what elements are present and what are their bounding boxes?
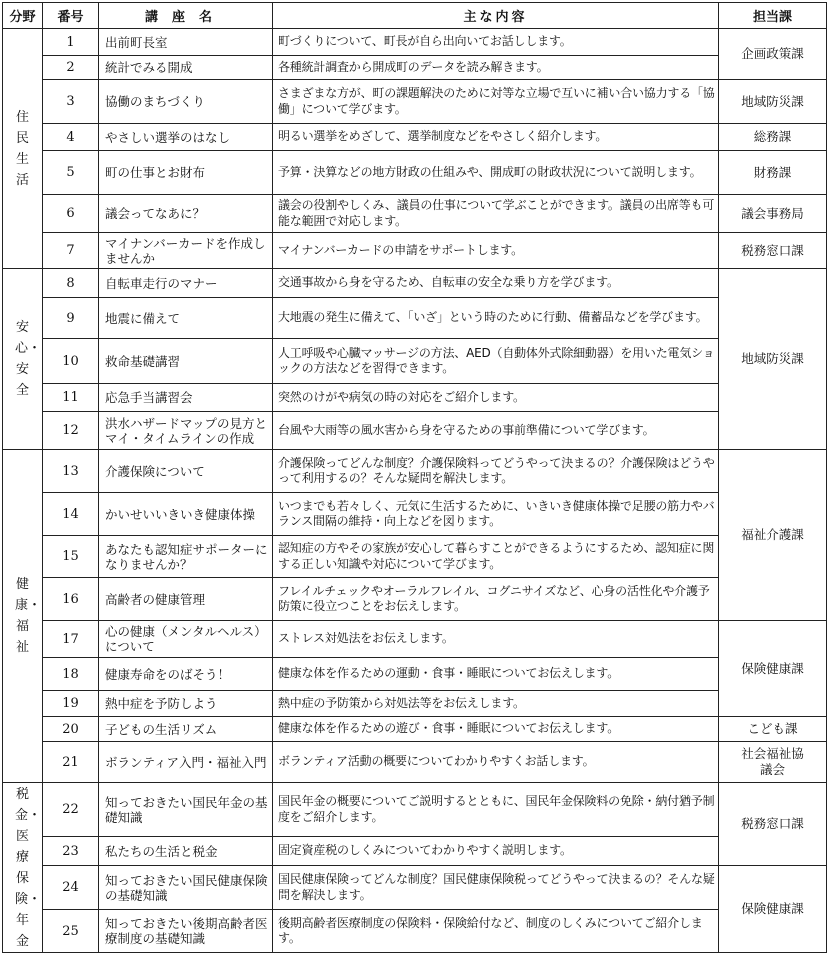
course-content: 予算・決算などの地方財政の仕組みや、開成町の財政状況について説明します。 [273, 151, 719, 195]
course-title: 出前町長室 [99, 29, 273, 56]
row-number: 22 [43, 783, 99, 837]
course-title: 私たちの生活と税金 [99, 837, 273, 866]
row-number: 13 [43, 450, 99, 493]
course-title: 洪水ハザードマップの見方とマイ・タイムラインの作成 [99, 412, 273, 450]
course-content: いつまでも若々しく、元気に生活するために、いきいき健康体操で足腰の筋力やバランス間隔の維持・向上などを図ります。 [273, 493, 719, 536]
course-content: 健康な体を作るための遊び・食事・睡眠についてお伝えします。 [273, 717, 719, 742]
table-row [3, 783, 827, 837]
header-department: 担当課 [719, 3, 827, 29]
table-row [3, 384, 827, 412]
table-row [3, 195, 827, 233]
course-title: ボランティア入門・福祉入門 [99, 742, 273, 783]
department-cell: 財務課 [719, 151, 827, 195]
course-content: 町づくりについて、町長が自ら出向いてお話しします。 [273, 29, 719, 56]
row-number: 14 [43, 493, 99, 536]
table-row [3, 691, 827, 717]
row-number: 10 [43, 339, 99, 384]
row-number: 1 [43, 29, 99, 56]
row-number: 3 [43, 80, 99, 124]
table-row [3, 233, 827, 269]
course-content: 熱中症の予防策から対処法等をお伝えします。 [273, 691, 719, 717]
course-title: やさしい選挙のはなし [99, 124, 273, 151]
row-number: 16 [43, 578, 99, 621]
row-number: 24 [43, 866, 99, 910]
course-title: 子どもの生活リズム [99, 717, 273, 742]
category-label: 住民生活 [15, 109, 29, 188]
row-number: 2 [43, 56, 99, 80]
table-row [3, 298, 827, 339]
course-title: 地震に備えて [99, 298, 273, 339]
table-row [3, 658, 827, 691]
course-content: 後期高齢者医療制度の保険料・保険給付など、制度のしくみについてご紹介します。 [273, 910, 719, 953]
row-number: 23 [43, 837, 99, 866]
row-number: 21 [43, 742, 99, 783]
table-row [3, 151, 827, 195]
row-number: 20 [43, 717, 99, 742]
table-row [3, 536, 827, 578]
course-content: 国民健康保険ってどんな制度？国民健康保険税ってどうやって決まるの？そんな疑問を解決します。 [273, 866, 719, 910]
table-row [3, 837, 827, 866]
header-content: 主な内容 [273, 3, 719, 29]
course-title: 知っておきたい後期高齢者医療制度の基礎知識 [99, 910, 273, 953]
row-number: 25 [43, 910, 99, 953]
row-number: 19 [43, 691, 99, 717]
course-content: 人工呼吸や心臓マッサージの方法、AED（自動体外式除細動器）を用いた電気ショックの方法などを習得できます。 [273, 339, 719, 384]
department-cell: 総務課 [719, 124, 827, 151]
course-content: 交通事故から身を守るため、自転車の安全な乗り方を学びます。 [273, 269, 719, 298]
row-number: 9 [43, 298, 99, 339]
course-title: 心の健康（メンタルヘルス）について [99, 621, 273, 658]
department-cell: 議会事務局 [719, 195, 827, 233]
department-cell: 福祉介護課 [719, 450, 827, 621]
department-cell: 税務窓口課 [719, 783, 827, 866]
table-row [3, 339, 827, 384]
course-content: 大地震の発生に備えて、「いざ」という時のために行動、備蓄品などを学びます。 [273, 298, 719, 339]
course-content: ボランティア活動の概要についてわかりやすくお話します。 [273, 742, 719, 783]
course-content: 認知症の方やその家族が安心して暮らすことができるようにするため、認知症に関する正しい知識や対応について学びます。 [273, 536, 719, 578]
row-number: 18 [43, 658, 99, 691]
category-cell [3, 450, 43, 783]
header-row [3, 3, 827, 29]
course-content: 国民年金の概要についてご説明するとともに、国民年金保険料の免除・納付猶予制度をご紹介します。 [273, 783, 719, 837]
row-number: 6 [43, 195, 99, 233]
table-row [3, 742, 827, 783]
header-title: 講座名 [99, 3, 273, 29]
course-title: かいせいいきいき健康体操 [99, 493, 273, 536]
table-row [3, 621, 827, 658]
category-cell [3, 29, 43, 269]
course-content: さまざまな方が、町の課題解決のために対等な立場で互いに補い合い協力する「協働」について学びます。 [273, 80, 719, 124]
row-number: 15 [43, 536, 99, 578]
course-table [2, 2, 827, 953]
category-label: 税金・医療保険・年金 [15, 786, 42, 949]
course-title: 高齢者の健康管理 [99, 578, 273, 621]
course-content: 台風や大雨等の風水害から身を守るための事前準備について学びます。 [273, 412, 719, 450]
department-cell: こども課 [719, 717, 827, 742]
table-row [3, 124, 827, 151]
course-content: フレイルチェックやオーラルフレイル、コグニサイズなど、心身の活性化や介護予防策に役立つことをお伝えします。 [273, 578, 719, 621]
table-row [3, 578, 827, 621]
course-content: 健康な体を作るための運動・食事・睡眠についてお伝えします。 [273, 658, 719, 691]
course-content: 明るい選挙をめざして、選挙制度などをやさしく紹介します。 [273, 124, 719, 151]
course-title: 介護保険について [99, 450, 273, 493]
course-content: 介護保険ってどんな制度？介護保険料ってどうやって決まるの？介護保険はどうやって利用するの？そんな疑問を解決します。 [273, 450, 719, 493]
department-cell: 税務窓口課 [719, 233, 827, 269]
course-title: 統計でみる開成 [99, 56, 273, 80]
course-title: 応急手当講習会 [99, 384, 273, 412]
table-row [3, 493, 827, 536]
department-cell: 企画政策課 [719, 29, 827, 80]
course-content: 各種統計調査から開成町のデータを読み解きます。 [273, 56, 719, 80]
header-category: 分野 [3, 3, 43, 29]
row-number: 17 [43, 621, 99, 658]
course-title: 知っておきたい国民年金の基礎知識 [99, 783, 273, 837]
table-row [3, 450, 827, 493]
department-cell [719, 742, 827, 783]
table-row [3, 29, 827, 56]
row-number: 11 [43, 384, 99, 412]
table-row [3, 412, 827, 450]
category-label: 安心・安全 [15, 320, 42, 398]
row-number: 4 [43, 124, 99, 151]
category-label: 健康・福祉 [15, 577, 42, 655]
course-title: マイナンバーカードを作成しませんか [99, 233, 273, 269]
table-row [3, 56, 827, 80]
department-cell: 保険健康課 [719, 621, 827, 717]
course-title: 熱中症を予防しよう [99, 691, 273, 717]
row-number: 12 [43, 412, 99, 450]
course-content: ストレス対処法をお伝えします。 [273, 621, 719, 658]
table-row [3, 717, 827, 742]
row-number: 7 [43, 233, 99, 269]
course-content: 議会の役割やしくみ、議員の仕事について学ぶことができます。議員の出席等も可能な範囲で対応します。 [273, 195, 719, 233]
course-title: 自転車走行のマナー [99, 269, 273, 298]
course-content: 固定資産税のしくみについてわかりやすく説明します。 [273, 837, 719, 866]
course-title: 救命基礎講習 [99, 339, 273, 384]
category-cell [3, 783, 43, 953]
department-cell: 地域防災課 [719, 269, 827, 450]
table-row [3, 80, 827, 124]
row-number: 8 [43, 269, 99, 298]
course-content: 突然のけがや病気の時の対応をご紹介します。 [273, 384, 719, 412]
row-number: 5 [43, 151, 99, 195]
table-row [3, 866, 827, 910]
header-number: 番号 [43, 3, 99, 29]
department-label: 社会福祉協議会 [741, 746, 804, 777]
course-title: 町の仕事とお財布 [99, 151, 273, 195]
category-cell [3, 269, 43, 450]
table-row [3, 269, 827, 298]
table-row [3, 910, 827, 953]
course-title: 知っておきたい国民健康保険の基礎知識 [99, 866, 273, 910]
course-title: 議会ってなあに？ [99, 195, 273, 233]
course-title: 健康寿命をのばそう！ [99, 658, 273, 691]
course-content: マイナンバーカードの申請をサポートします。 [273, 233, 719, 269]
department-cell: 保険健康課 [719, 866, 827, 953]
department-cell: 地域防災課 [719, 80, 827, 124]
course-title: あなたも認知症サポーターになりませんか？ [99, 536, 273, 578]
course-title: 協働のまちづくり [99, 80, 273, 124]
